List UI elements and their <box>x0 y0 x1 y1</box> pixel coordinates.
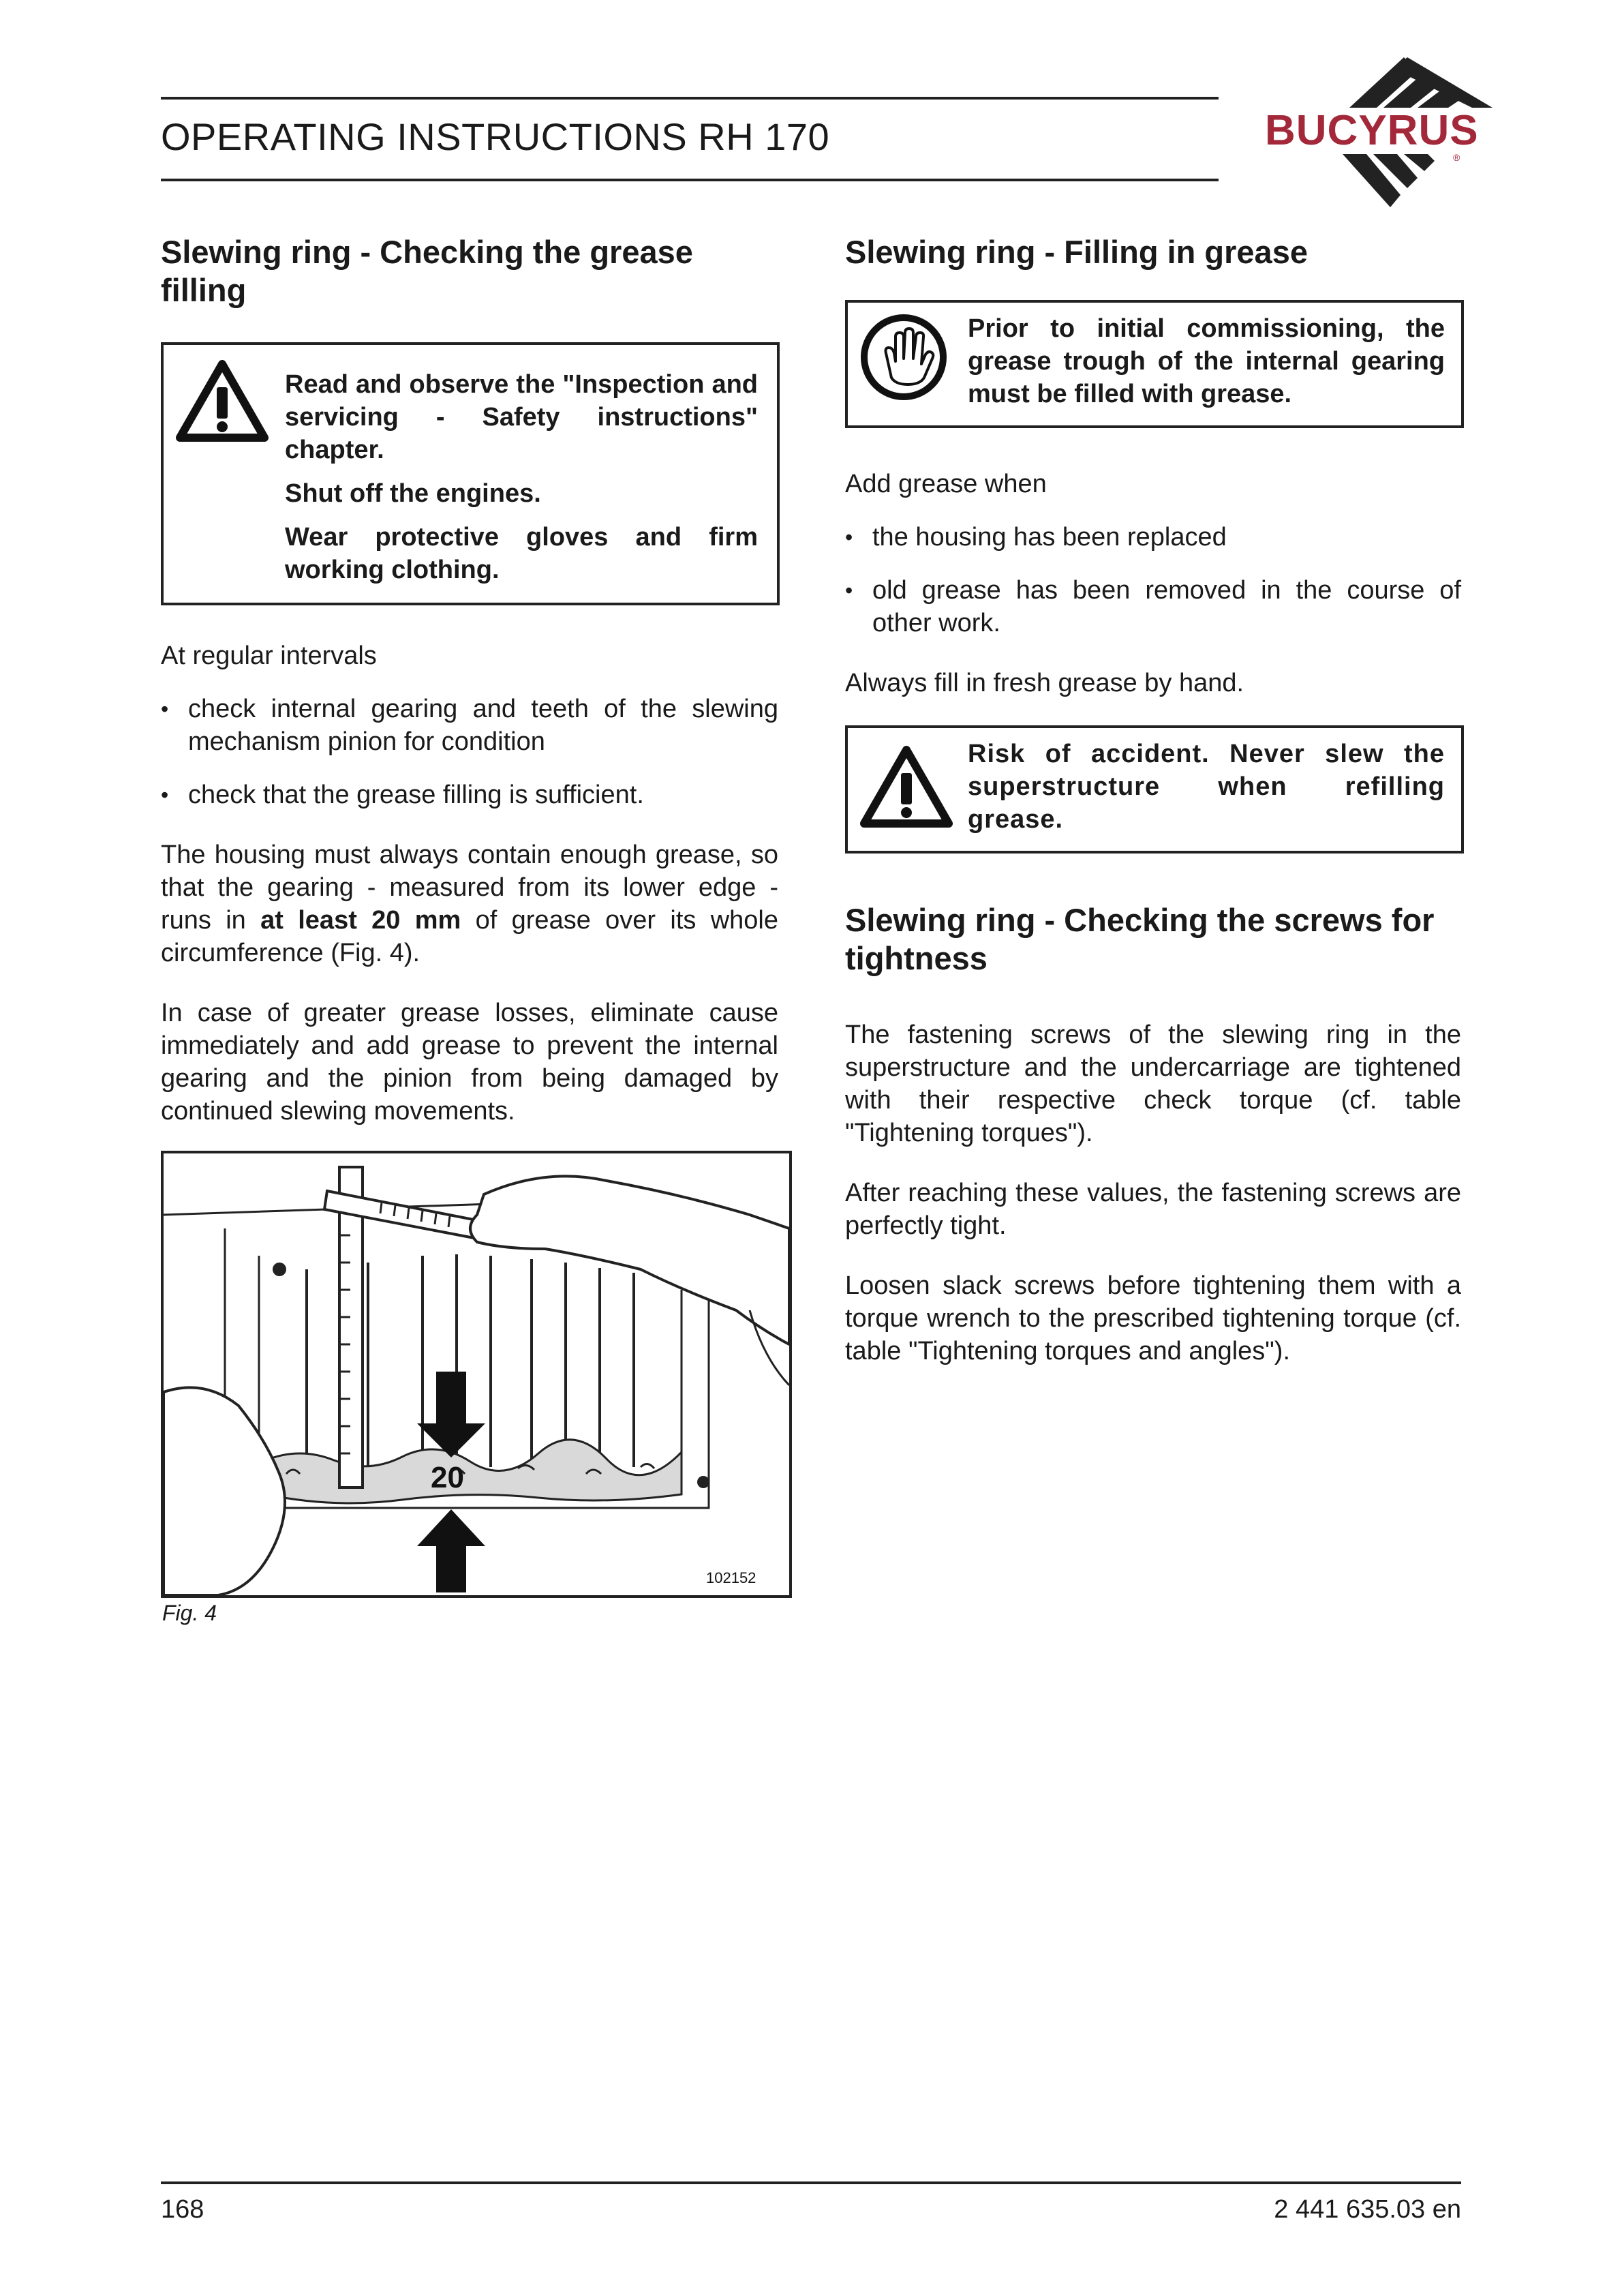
para-text: The housing must always contain enough grease, so that the gearing - measured from its lower edge - runs in <box>161 841 778 935</box>
warning-line-gloves: Wear protective gloves and firm working clothing. <box>285 523 758 584</box>
stop-hand-icon <box>859 312 949 402</box>
warning-line-shut-off: Shut off the engines. <box>285 479 541 508</box>
grease-loss-paragraph: In case of greater grease losses, eliminate cause immediately and add grease to prevent the internal gearing and the pinion from being damaged by continued slewing movements. <box>161 999 778 1126</box>
notice-text: Prior to initial commissioning, the grease trough of the internal gearing must be filled with grease. <box>968 314 1445 408</box>
list-item: • the housing has been replaced <box>845 521 1461 554</box>
warning-text <box>285 368 758 586</box>
tight-paragraph: After reaching these values, the fastening screws are perfectly tight. <box>845 1179 1461 1240</box>
document-title: OPERATING INSTRUCTIONS RH 170 <box>161 115 830 158</box>
safety-warning-box <box>161 342 780 605</box>
intro-text: At regular intervals <box>161 641 377 670</box>
left-body <box>161 639 778 1128</box>
min-grease-depth: at least 20 mm <box>260 906 461 935</box>
document-code: 2 441 635.03 en <box>1274 2195 1461 2224</box>
right-body-upper <box>845 468 1461 699</box>
figure-caption: Fig. 4 <box>162 1601 217 1625</box>
risk-text: Risk of accident. Never slew the superstructure when refilling grease. <box>968 740 1445 834</box>
svg-text:®: ® <box>1453 152 1460 163</box>
fastening-screws-paragraph: The fastening screws of the slewing ring in the superstructure and the undercarriage are tightened with their respective check torque (cf. table "Tightening torques"). <box>845 1021 1461 1147</box>
para-text: of grease over its whole circumference (Fig. 4). <box>161 906 778 967</box>
grease-level-paragraph <box>161 839 778 969</box>
page-number: 168 <box>161 2195 204 2224</box>
risk-warning-box <box>845 725 1464 854</box>
right-body-lower <box>845 1018 1461 1368</box>
list-item: • check that the grease filling is sufficient. <box>161 779 778 811</box>
header-rule-bottom <box>161 179 1219 181</box>
footer-rule <box>161 2181 1461 2184</box>
logo-text: BUCYRUS <box>1265 107 1479 154</box>
list-item: • old grease has been removed in the course of other work. <box>845 574 1461 639</box>
fresh-grease-note: Always fill in fresh grease by hand. <box>845 669 1244 697</box>
bucyrus-logo <box>1254 52 1520 215</box>
left-section-heading: Slewing ring - Checking the grease filling <box>161 234 693 308</box>
warning-line-read-instructions: Read and observe the "Inspection and servicing - Safety instructions" chapter. <box>285 370 758 464</box>
figure-grease-measurement <box>161 1151 792 1598</box>
warning-triangle-icon <box>176 360 269 443</box>
measurement-label-20mm: 20 <box>431 1461 464 1494</box>
grease-measurement-illustration <box>164 1153 789 1595</box>
list-item: • check internal gearing and teeth of the slewing mechanism pinion for condition <box>161 693 778 758</box>
warning-triangle-icon <box>860 746 953 829</box>
filling-grease-heading: Slewing ring - Filling in grease <box>845 234 1308 270</box>
loosen-screws-paragraph: Loosen slack screws before tightening them with a torque wrench to the prescribed tightening torque (cf. table "Tightening torques and angles"). <box>845 1271 1461 1365</box>
screws-tightness-heading: Slewing ring - Checking the screws for tightness <box>845 902 1435 976</box>
header-rule-top <box>161 97 1219 100</box>
commissioning-notice-box <box>845 300 1464 428</box>
figure-code: 102152 <box>706 1569 756 1586</box>
intro-text: Add grease when <box>845 470 1047 498</box>
